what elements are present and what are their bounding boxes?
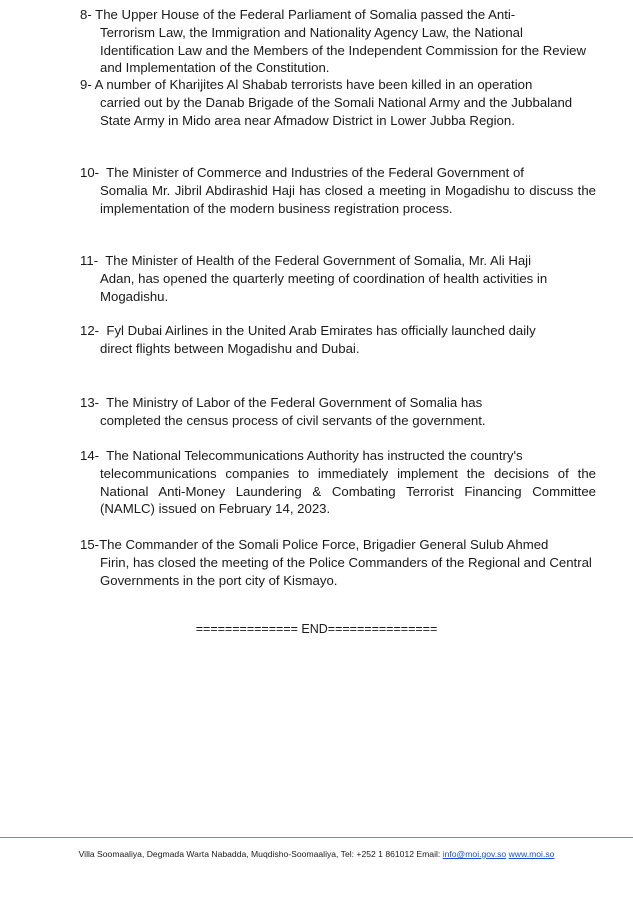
item-text: Adan, has opened the quarterly meeting of coordination of health activities in Mogadishu.	[100, 270, 548, 304]
news-item-13	[80, 394, 596, 430]
news-item-11	[80, 252, 596, 305]
item-text: direct flights between Mogadishu and Dubai.	[100, 340, 360, 356]
item-first-line: A number of Kharijites Al Shabab terrorists have been killed in an operation	[94, 77, 533, 92]
end-marker: ============== END===============	[195, 622, 438, 636]
item-number: 8-	[80, 7, 92, 22]
item-text: Terrorism Law, the Immigration and Nationality Agency Law, the National Identification Law and the Members of the Independent Commission for the Review and Implementation of the Constitution.	[100, 24, 587, 76]
item-first-line: Fyl Dubai Airlines in the United Arab Emirates has officially launched daily	[106, 323, 536, 338]
item-text: completed the census process of civil servants of the government.	[100, 412, 486, 428]
news-item-15	[80, 536, 596, 589]
item-text: carried out by the Danab Brigade of the Somali National Army and the Jubbaland State Army in Mido area near Afmadow District in Lower Jubba Region.	[100, 94, 573, 128]
item-text: telecommunications companies to immediately implement the decisions of the National Anti-Money Laundering & Combating Terrorist Financing Committee (NAMLC) issued on February 14, 2023.	[100, 465, 596, 517]
news-item-9	[80, 76, 596, 129]
item-number: 13-	[80, 395, 100, 410]
item-first-line: The Minister of Commerce and Industries of the Federal Government of	[106, 165, 524, 180]
item-text: Firin, has closed the meeting of the Police Commanders of the Regional and Central Governments in the port city of Kismayo.	[100, 554, 592, 588]
item-number: 10-	[80, 165, 100, 180]
item-number: 14-	[80, 448, 100, 463]
item-first-line: The National Telecommunications Authority has instructed the country's	[106, 448, 523, 463]
footer-divider	[0, 837, 633, 838]
footer-email-link[interactable]: info@moi.gov.so	[442, 849, 507, 859]
item-first-line: The Minister of Health of the Federal Government of Somalia, Mr. Ali Haji	[105, 253, 532, 268]
news-item-8	[80, 6, 596, 77]
item-number: 11-	[80, 253, 99, 268]
item-number: 12-	[80, 323, 100, 338]
item-number: 9-	[80, 77, 92, 92]
item-text: Somalia Mr. Jibril Abdirashid Haji has closed a meeting in Mogadishu to discuss the implementation of the modern business registration process.	[100, 182, 596, 216]
page-footer	[0, 849, 633, 859]
news-item-14	[80, 447, 596, 518]
item-number: 15-	[80, 537, 100, 552]
item-first-line: The Commander of the Somali Police Force, Brigadier General Sulub Ahmed	[99, 537, 549, 552]
item-first-line: The Ministry of Labor of the Federal Government of Somalia has	[106, 395, 483, 410]
news-item-12	[80, 322, 596, 358]
news-item-10	[80, 164, 596, 217]
footer-website-link[interactable]: www.moi.so	[508, 849, 555, 859]
footer-address: Villa Soomaaliya, Degmada Warta Nabadda, Muqdisho-Soomaaliya, Tel: +252 1 861012 Email:	[78, 849, 441, 859]
item-first-line: The Upper House of the Federal Parliament of Somalia passed the Anti-	[95, 7, 516, 22]
